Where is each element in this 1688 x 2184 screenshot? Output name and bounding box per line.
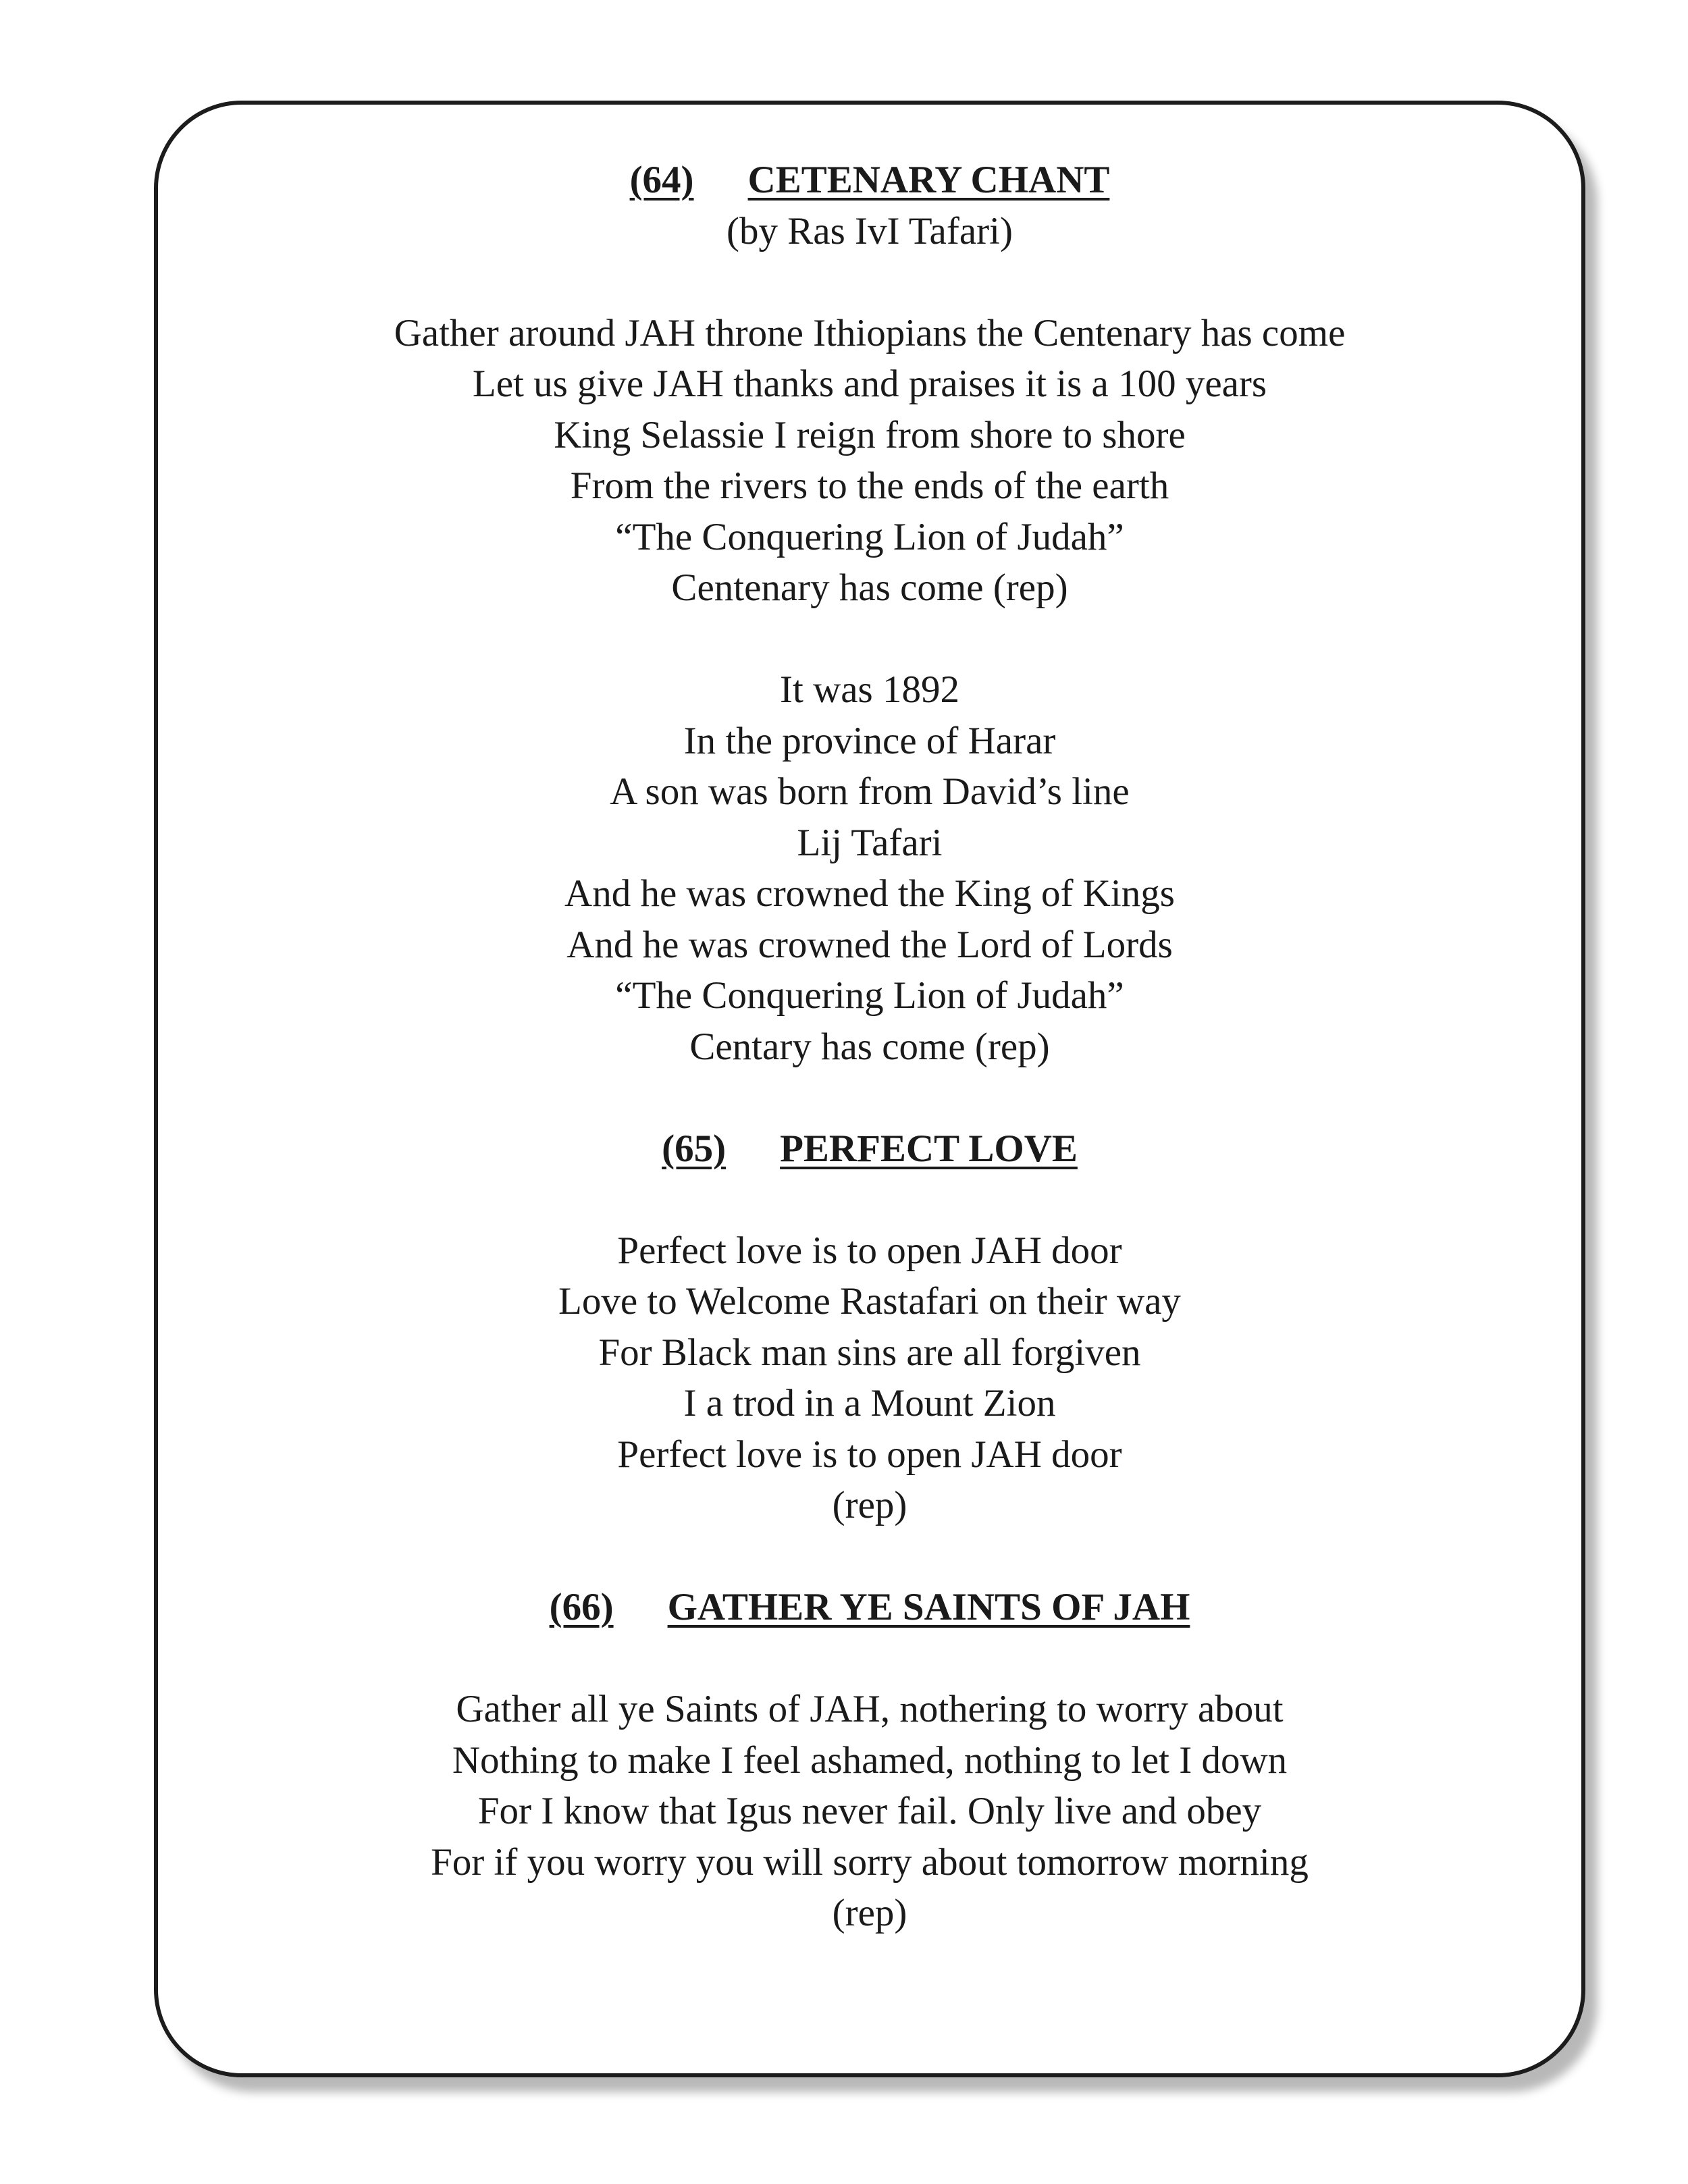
songbook-page — [154, 101, 1585, 1939]
lyric-line: (rep) — [832, 1892, 907, 1934]
lyric-line: From the rivers to the ends of the earth — [570, 464, 1169, 507]
song-heading — [154, 155, 1585, 206]
lyric-line: For I know that Igus never fail. Only live and obey — [477, 1790, 1262, 1832]
song-heading — [154, 1582, 1585, 1633]
lyric-line: A son was born from David’s line — [610, 770, 1130, 813]
lyric-line: Gather around JAH throne Ithiopians the Centenary has come — [394, 311, 1346, 354]
lyric-line: For Black man sins are all forgiven — [598, 1331, 1141, 1374]
lyric-line: Gather all ye Saints of JAH, nothering to worry about — [456, 1688, 1284, 1730]
lyric-line: (rep) — [832, 1484, 907, 1526]
lyric-line: Perfect love is to open JAH door — [617, 1433, 1122, 1476]
lyric-line: Love to Welcome Rastafari on their way — [558, 1280, 1181, 1323]
lyric-line: Let us give JAH thanks and praises it is a 100 years — [472, 363, 1267, 405]
lyric-line: “The Conquering Lion of Judah” — [615, 515, 1124, 558]
lyric-line: And he was crowned the King of Kings — [564, 872, 1175, 915]
lyric-line: Perfect love is to open JAH door — [617, 1229, 1122, 1272]
lyric-line: Centenary has come (rep) — [671, 566, 1068, 609]
lyric-line: And he was crowned the Lord of Lords — [566, 923, 1173, 966]
lyric-line: I a trod in a Mount Zion — [683, 1382, 1056, 1424]
lyric-line: For if you worry you will sorry about tomorrow morning — [431, 1840, 1309, 1884]
song-number: (66) — [549, 1586, 614, 1628]
song-author: (by Ras IvI Tafari) — [727, 209, 1013, 252]
lyric-line: Nothing to make I feel ashamed, nothing to let I down — [452, 1738, 1288, 1782]
song-title: GATHER YE SAINTS OF JAH — [667, 1586, 1190, 1628]
song-number: (65) — [662, 1127, 727, 1170]
song-heading — [154, 1123, 1585, 1175]
song-number: (64) — [629, 159, 694, 201]
lyric-line: Centary has come (rep) — [689, 1025, 1050, 1068]
lyric-line: Lij Tafari — [797, 821, 943, 864]
lyric-line: “The Conquering Lion of Judah” — [615, 974, 1124, 1017]
song-title: PERFECT LOVE — [780, 1127, 1078, 1170]
lyric-line: In the province of Harar — [683, 719, 1056, 762]
lyric-line: It was 1892 — [780, 668, 959, 711]
lyric-line: King Selassie I reign from shore to shore — [554, 413, 1186, 456]
song-title: CETENARY CHANT — [747, 159, 1110, 201]
